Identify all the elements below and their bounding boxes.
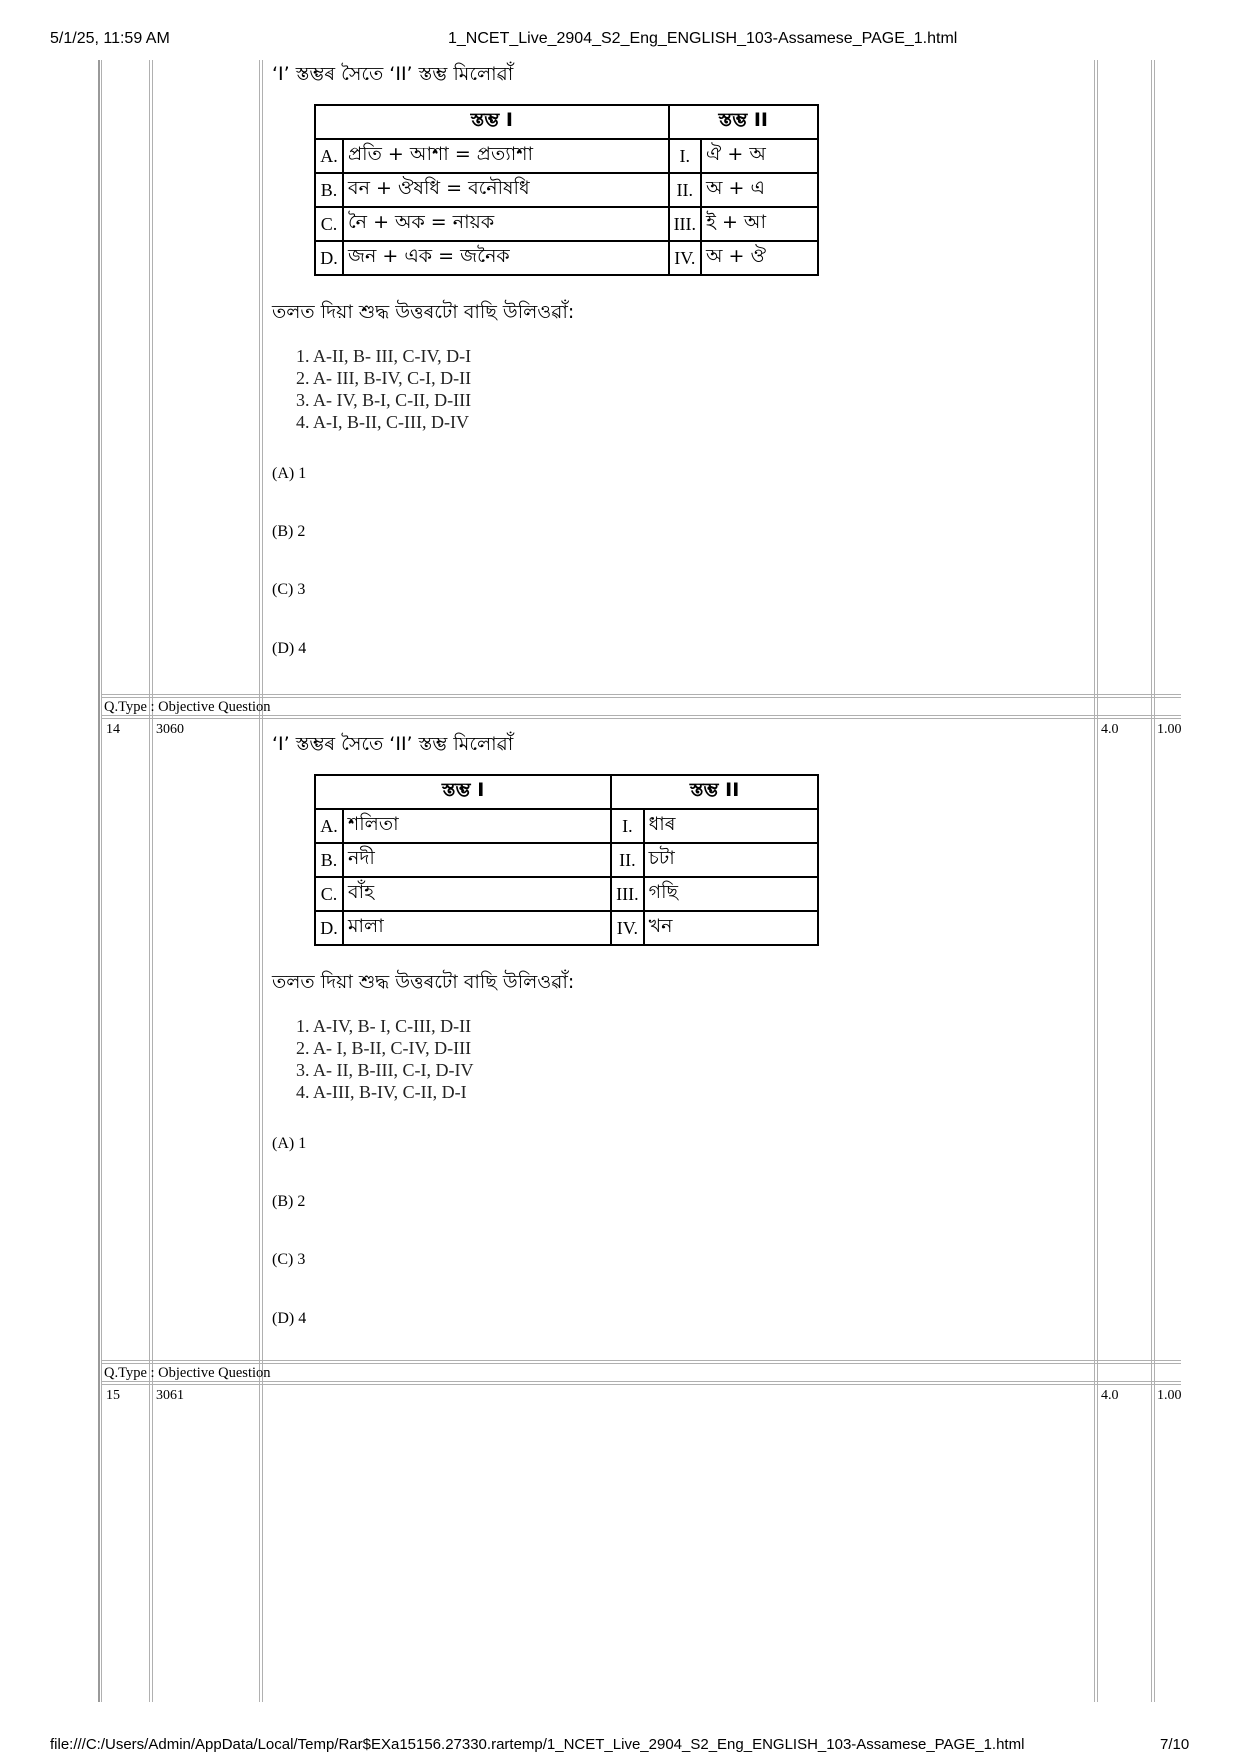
- q13-instruction: তলত দিয়া শুদ্ধ উত্তৰটো বাছি উলিওৱাঁ:: [272, 301, 575, 323]
- table-row: [315, 207, 818, 241]
- q13-choice-a[interactable]: (A) 1: [272, 465, 307, 482]
- row-label: A.: [315, 809, 343, 843]
- list-item: 4. A-I, B-II, C-III, D-IV: [296, 412, 469, 432]
- row-label: B.: [315, 173, 343, 207]
- row-value: নৈ + অক = নায়ক: [343, 207, 669, 241]
- row-label: D.: [315, 911, 343, 945]
- row-label: IV.: [611, 911, 643, 945]
- q14-id: 3060: [156, 722, 184, 737]
- row-value: প্ৰতি + আশা = প্ৰত্যাশা: [343, 139, 669, 173]
- row-label: I.: [669, 139, 701, 173]
- row-value: মালা: [343, 911, 611, 945]
- q13-col1-header: স্তম্ভ I: [315, 105, 669, 139]
- row-value: নদী: [343, 843, 611, 877]
- row-value: গছি: [644, 877, 818, 911]
- list-item: 1. A-IV, B- I, C-III, D-II: [296, 1016, 472, 1036]
- row-value: ই + আ: [701, 207, 818, 241]
- row-value: বাঁহ: [343, 877, 611, 911]
- print-datetime: 5/1/25, 11:59 AM: [50, 30, 170, 47]
- q13-choice-c[interactable]: (C) 3: [272, 581, 306, 598]
- row-label: I.: [611, 809, 643, 843]
- q14-col2-header: স্তম্ভ II: [611, 775, 818, 809]
- list-item: 3. A- IV, B-I, C-II, D-III: [296, 390, 472, 410]
- q14-col1-header: স্তম্ভ I: [315, 775, 611, 809]
- q14-marks: 4.0: [1101, 722, 1119, 737]
- q13-choice-d[interactable]: (D) 4: [272, 640, 307, 657]
- q14-negative-marks: 1.00: [1157, 722, 1181, 737]
- q13-prompt: ‘I’ স্তম্ভৰ সৈতে ‘II’ স্তম্ভ মিলোৱাঁ: [272, 63, 514, 85]
- list-item: 2. A- I, B-II, C-IV, D-III: [296, 1038, 472, 1058]
- row-label: C.: [315, 207, 343, 241]
- row-value: অ + এ: [701, 173, 818, 207]
- row-value: ধাৰ: [644, 809, 818, 843]
- table-row: [315, 241, 818, 275]
- list-item: 1. A-II, B- III, C-IV, D-I: [296, 346, 472, 366]
- table-row: [315, 911, 818, 945]
- row-value: শলিতা: [343, 809, 611, 843]
- q13-col2-header: স্তম্ভ II: [669, 105, 818, 139]
- table-row: [315, 173, 818, 207]
- table-row: [315, 877, 818, 911]
- print-file-path: file:///C:/Users/Admin/AppData/Local/Temp/Rar$EXa15156.27330.rartemp/1_NCET_Live_2904_S2_Eng_ENGLISH_103-Assamese_PAGE_1.html: [50, 1736, 1025, 1753]
- q13-match-table: [314, 104, 819, 276]
- row-value: অ + ঔ: [701, 241, 818, 275]
- row-label: B.: [315, 843, 343, 877]
- list-item: 2. A- III, B-IV, C-I, D-II: [296, 368, 472, 388]
- q14-choice-a[interactable]: (A) 1: [272, 1135, 307, 1152]
- q14-question-type: Q.Type : Objective Question: [104, 1365, 271, 1381]
- row-value: বন + ঔষধি = বনৌষধি: [343, 173, 669, 207]
- table-row: [315, 139, 818, 173]
- q14-option-list: [296, 1015, 473, 1103]
- q14-choice-d[interactable]: (D) 4: [272, 1310, 307, 1327]
- q14-choice-c[interactable]: (C) 3: [272, 1251, 306, 1268]
- q14-prompt: ‘I’ স্তম্ভৰ সৈতে ‘II’ স্তম্ভ মিলোৱাঁ: [272, 733, 514, 755]
- print-page-number: 7/10: [1160, 1736, 1190, 1753]
- row-label: III.: [669, 207, 701, 241]
- row-label: C.: [315, 877, 343, 911]
- row-value: জন + এক = জনৈক: [343, 241, 669, 275]
- row-value: চটা: [644, 843, 818, 877]
- q15-negative-marks: 1.00: [1157, 1388, 1181, 1403]
- q14-choice-b[interactable]: (B) 2: [272, 1193, 306, 1210]
- q15-number: 15: [106, 1388, 120, 1403]
- row-label: A.: [315, 139, 343, 173]
- row-label: III.: [611, 877, 643, 911]
- q15-marks: 4.0: [1101, 1388, 1119, 1403]
- q15-id: 3061: [156, 1388, 184, 1403]
- row-label: II.: [669, 173, 701, 207]
- q13-option-list: [296, 345, 471, 433]
- q14-instruction: তলত দিয়া শুদ্ধ উত্তৰটো বাছি উলিওৱাঁ:: [272, 971, 575, 993]
- print-title: 1_NCET_Live_2904_S2_Eng_ENGLISH_103-Assamese_PAGE_1.html: [448, 30, 958, 47]
- q13-choice-b[interactable]: (B) 2: [272, 523, 306, 540]
- table-row: [315, 809, 818, 843]
- q13-question-type: Q.Type : Objective Question: [104, 699, 271, 715]
- list-item: 3. A- II, B-III, C-I, D-IV: [296, 1060, 474, 1080]
- q14-number: 14: [106, 722, 120, 737]
- row-label: D.: [315, 241, 343, 275]
- list-item: 4. A-III, B-IV, C-II, D-I: [296, 1082, 467, 1102]
- table-row: [315, 843, 818, 877]
- row-label: IV.: [669, 241, 701, 275]
- row-label: II.: [611, 843, 643, 877]
- row-value: খন: [644, 911, 818, 945]
- row-value: ঐ + অ: [701, 139, 818, 173]
- q14-match-table: [314, 774, 819, 946]
